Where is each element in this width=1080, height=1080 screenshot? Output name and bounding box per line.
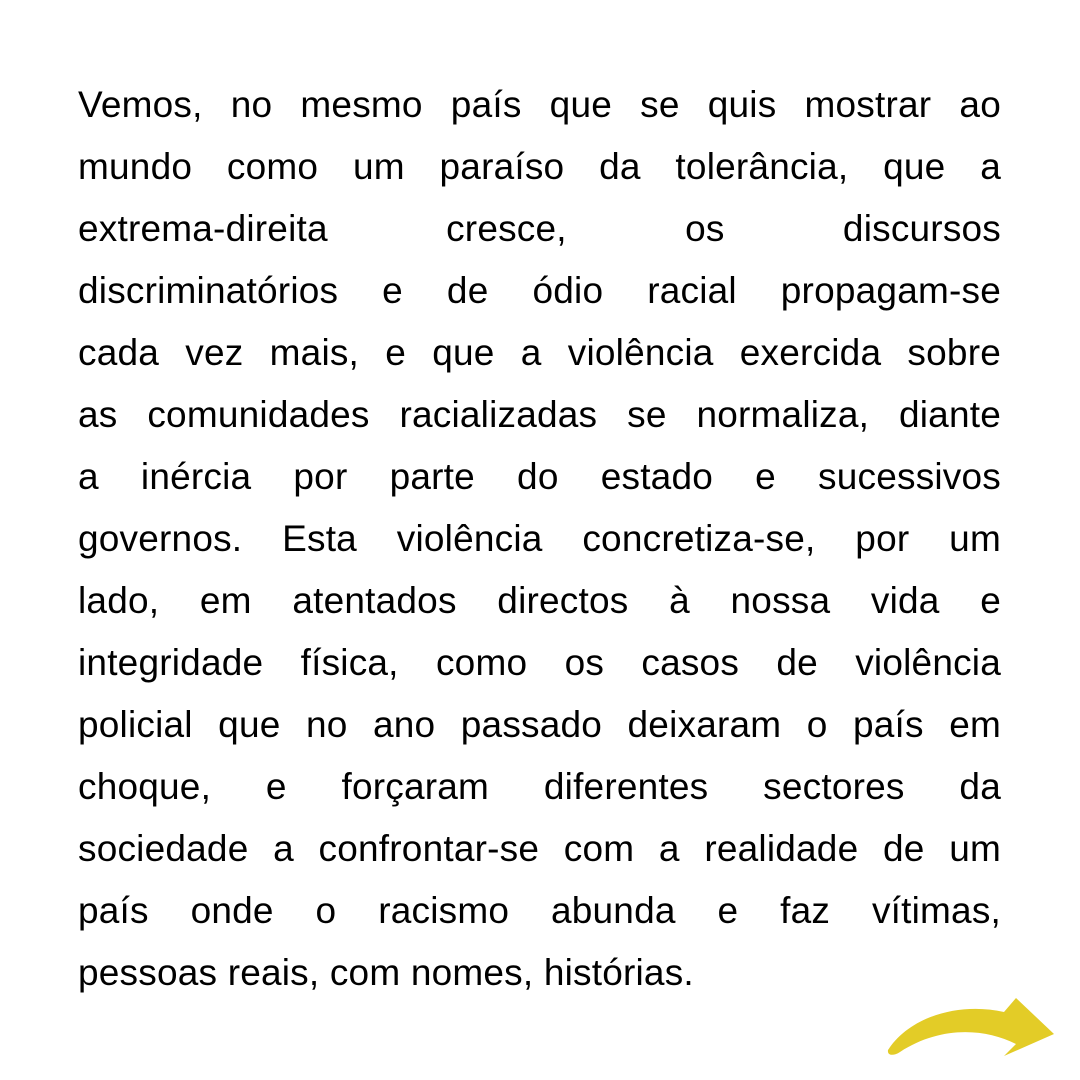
- paragraph-line-3: extrema-direita cresce, os discursos: [78, 208, 1001, 249]
- paragraph-line-13: sociedade a confrontar-se com a realidade de um: [78, 828, 1001, 869]
- paragraph-line-10: integridade física, como os casos de violência: [78, 642, 1001, 683]
- paragraph-line-9: lado, em atentados directos à nossa vida e: [78, 580, 1001, 621]
- paragraph-line-14: país onde o racismo abunda e faz vítimas,: [78, 890, 1001, 931]
- arrow-right-icon[interactable]: [884, 994, 1058, 1064]
- paragraph-line-5: cada vez mais, e que a violência exercida sobre: [78, 332, 1001, 373]
- paragraph-line-4: discriminatórios e de ódio racial propagam-se: [78, 270, 1001, 311]
- paragraph-line-6: as comunidades racializadas se normaliza, diante: [78, 394, 1001, 435]
- paragraph-line-12: choque, e forçaram diferentes sectores da: [78, 766, 1001, 807]
- paragraph-line-1: Vemos, no mesmo país que se quis mostrar ao: [78, 84, 1001, 125]
- paragraph-line-8: governos. Esta violência concretiza-se, por um: [78, 518, 1001, 559]
- paragraph-line-11: policial que no ano passado deixaram o país em: [78, 704, 1001, 745]
- paragraph-line-15: pessoas reais, com nomes, histórias.: [78, 952, 694, 993]
- paragraph-line-7: a inércia por parte do estado e sucessivos: [78, 456, 1001, 497]
- paragraph-line-2: mundo como um paraíso da tolerância, que a: [78, 146, 1001, 187]
- arrow-right-icon-shape: [888, 998, 1054, 1056]
- body-paragraph: [78, 74, 1001, 1004]
